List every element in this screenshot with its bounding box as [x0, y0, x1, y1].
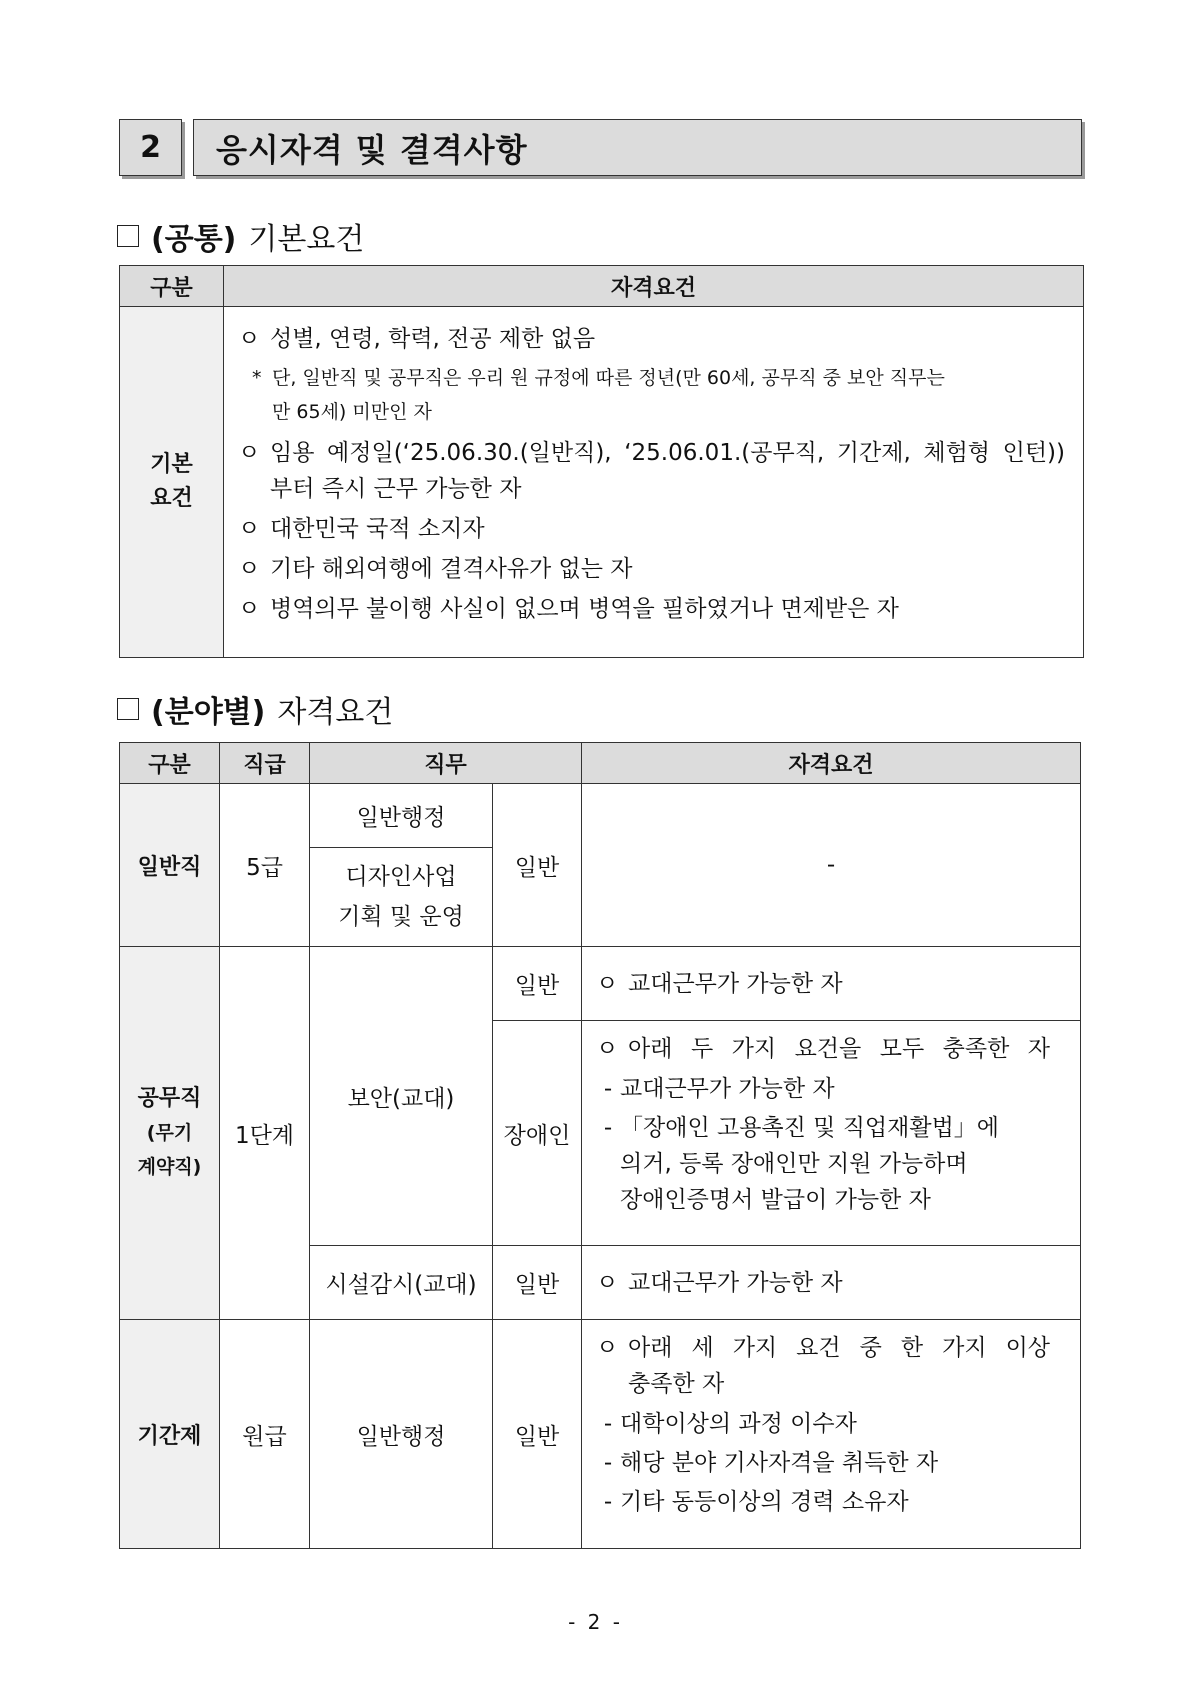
row-label — [120, 307, 224, 658]
checkbox-square-icon — [117, 698, 139, 720]
list-item: ㅇ 임용 예정일(‘25.06.30.(일반직), ‘25.06.01.(공무직, 기간제, 체험형 인턴)) — [238, 440, 1065, 466]
type-temp: 일반 — [493, 1320, 582, 1549]
by-field-heading-paren: (분야별) — [151, 695, 266, 730]
category-temp: 기간제 — [120, 1320, 220, 1549]
requirement-temp: ㅇ 아래 세 가지 요건 중 한 가지 이상 충족한 자 - 대학이상의 과정 이수자 - 해당 분야 기사자격을 취득한 자 - 기타 동등이상의 경력 소유자 — [582, 1320, 1081, 1549]
duty-facility: 시설감시(교대) — [310, 1246, 493, 1320]
col-requirements: 자격요건 — [582, 743, 1081, 784]
type-security-disabled: 장애인 — [493, 1021, 582, 1246]
page-number: - 2 - — [568, 1610, 623, 1634]
by-field-heading — [117, 687, 393, 731]
by-field-heading-text: 자격요건 — [277, 695, 394, 730]
requirements-cell — [224, 307, 1084, 658]
requirement-general: - — [582, 784, 1081, 947]
common-heading-text: 기본요건 — [248, 222, 365, 257]
note-continued: 만 65세) 미만인 자 — [272, 401, 432, 423]
section-header — [119, 119, 1082, 177]
duty-design: 디자인사업 기획 및 운영 — [310, 848, 493, 947]
list-item: ㅇ 성별, 연령, 학력, 전공 제한 없음 — [238, 321, 1065, 357]
row-label-line2: 요건 — [150, 486, 193, 511]
note: * 단, 일반직 및 공무직은 우리 원 규정에 따른 정년(만 60세, 공무직 중 보안 직무는 — [238, 361, 1065, 395]
col-grade: 직급 — [220, 743, 310, 784]
type-general: 일반 — [493, 784, 582, 947]
col-category: 구분 — [120, 266, 224, 307]
list-item-continued: 부터 즉시 근무 가능한 자 — [270, 476, 522, 502]
table-row — [120, 1320, 1081, 1549]
table-row — [120, 307, 1084, 658]
list-item: ㅇ 대한민국 국적 소지자 — [238, 516, 485, 542]
category-civil: 공무직 (무기 계약직) — [120, 947, 220, 1320]
category-general: 일반직 — [120, 784, 220, 947]
duty-general-admin: 일반행정 — [310, 784, 493, 848]
common-requirements-table — [119, 265, 1084, 658]
common-heading — [117, 214, 364, 258]
duty-temp: 일반행정 — [310, 1320, 493, 1549]
grade-temp: 원급 — [220, 1320, 310, 1549]
requirement-facility: ㅇ 교대근무가 가능한 자 — [582, 1246, 1081, 1320]
type-security-general: 일반 — [493, 947, 582, 1021]
requirement-security-general: ㅇ 교대근무가 가능한 자 — [582, 947, 1081, 1021]
col-category: 구분 — [120, 743, 220, 784]
section-number: 2 — [119, 119, 182, 176]
requirement-security-disabled: ㅇ 아래 두 가지 요건을 모두 충족한 자 - 교대근무가 가능한 자 - 「장애인 고용촉진 및 직업재활법」에 의거, 등록 장애인만 지원 가능하며 장애인증명서 발급이 가능한 자 — [582, 1021, 1081, 1246]
duty-security: 보안(교대) — [310, 947, 493, 1246]
checkbox-square-icon — [117, 225, 139, 247]
field-requirements-table — [119, 742, 1081, 1549]
col-requirements: 자격요건 — [224, 266, 1084, 307]
note-mark: * — [252, 367, 262, 389]
col-duty: 직무 — [310, 743, 582, 784]
section-title: 응시자격 및 결격사항 — [193, 119, 1082, 176]
common-heading-paren: (공통) — [151, 222, 237, 257]
grade-general: 5급 — [220, 784, 310, 947]
type-facility: 일반 — [493, 1246, 582, 1320]
table-row — [120, 784, 1081, 848]
list-item: ㅇ 기타 해외여행에 결격사유가 없는 자 — [238, 556, 633, 582]
list-item: ㅇ 병역의무 불이행 사실이 없으며 병역을 필하였거나 면제받은 자 — [238, 596, 899, 622]
table-row — [120, 947, 1081, 1021]
grade-civil: 1단계 — [220, 947, 310, 1320]
table-header-row — [120, 743, 1081, 784]
table-header-row — [120, 266, 1084, 307]
row-label-line1: 기본 — [150, 452, 193, 477]
bullet-mark: ㅇ — [238, 326, 261, 352]
